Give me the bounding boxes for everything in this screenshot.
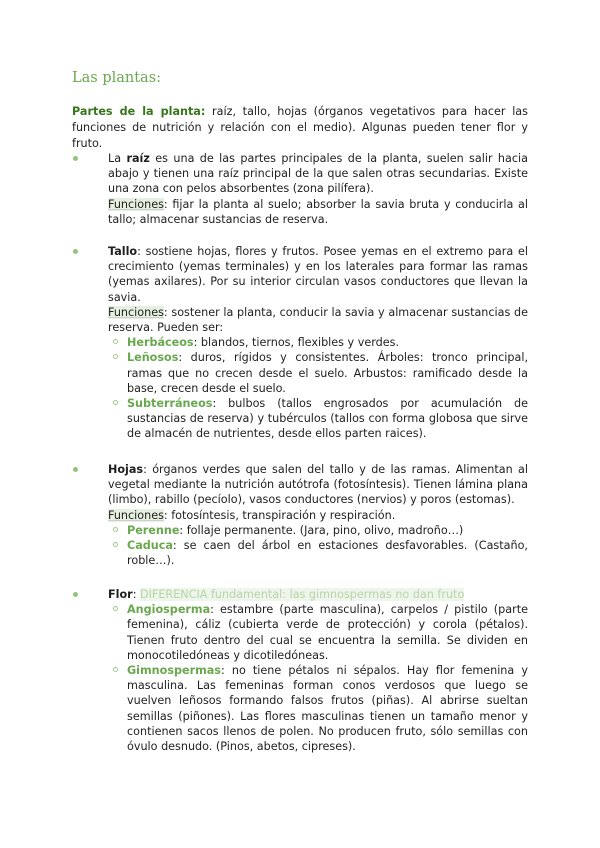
intro-label: Partes de la planta: xyxy=(72,105,206,118)
bullet-icon xyxy=(73,249,78,254)
funciones-label: Funciones xyxy=(108,197,164,211)
term-flor: Flor xyxy=(108,588,133,601)
section-hojas: Hojas: órganos verdes que salen del tallo y de las ramas. Alimentan al vegetal mediante la nutrición autótrofa (fotosíntesis). Tienen lámina plana (limbo), rabillo (pecíolo), vasos conductores (nervios) y poros (estomas). Funciones: fotosíntesis, transpiración y respiración. Perenne: follaje permanente. (Jara, pino, olivo, madroño…) Caduca: se caen del árbol en estaciones desfavorables. (Castaño, roble…). xyxy=(90,462,528,568)
circle-bullet-icon xyxy=(113,400,118,405)
intro-paragraph xyxy=(72,104,528,152)
flor-note: DIFERENCIA fundamental: las gimnospermas no dan fruto xyxy=(140,588,465,601)
bullet-icon xyxy=(73,592,78,597)
list-item: Subterráneos: bulbos (tallos engrosados por acumulación de sustancias de reserva) y tubérculos (tallos con forma globosa que sirve de almacén de nutrientes, desde ellos parten raices). xyxy=(127,396,528,442)
intro-text: raíz, tallo, hojas (órganos vegetativos para hacer las funciones de nutrición y relación con el medio). Algunas pueden tener flor y fruto. xyxy=(72,105,528,150)
list-item: Caduca: se caen del árbol en estaciones desfavorables. (Castaño, roble…). xyxy=(127,538,528,568)
list-item: Leñosos: duros, rígidos y consistentes. Árboles: tronco principal, ramas que no crecen desde el suelo. Arbustos: ramificado desde la base, crecen desde el suelo. xyxy=(127,350,528,396)
list-item: Angiosperma: estambre (parte masculina), carpelos / pistilo (parte femenina), cáliz (cubierta verde de protección) y corola (pétalos). Tienen fruto dentro del cual se encuentra la semilla. Se dividen en monocotiledóneas y dicotiledóneas. xyxy=(127,602,528,663)
circle-bullet-icon xyxy=(113,354,118,359)
term-tallo: Tallo xyxy=(108,245,138,258)
term-raiz: raíz xyxy=(126,152,150,165)
bullet-icon xyxy=(73,156,78,161)
section-flor: Flor: DIFERENCIA fundamental: las gimnospermas no dan fruto Angiosperma: estambre (parte masculina), carpelos / pistilo (parte femenina), cáliz (cubierta verde de protección) y corola (pétalos). Tienen fruto dentro del cual se encuentra la semilla. Se dividen en monocotiledóneas y dicotiledóneas. Gimnospermas: no tiene pétalos ni sépalos. Hay flor femenina y masculina. Las femeninas forman conos verdosos que luego se vuelven leñosos formando falsos frutos (piñas). Al abrirse sueltan semillas (piñones). Las flores masculinas tienen un tamaño menor y contienen sacos llenos de polen. No producen fruto, sólo semillas con óvulo desnudo. (Pinos, abetos, cipreses). xyxy=(90,587,528,754)
section-tallo: Tallo: sostiene hojas, flores y frutos. Posee yemas en el extremo para el crecimiento (yemas terminales) y en los laterales para formar las ramas (yemas axilares). Por su interior circulan vasos conductores que llevan la savia. Funciones: sostener la planta, conducir la savia y almacenar sustancias de reserva. Pueden ser: Herbáceos: blandos, tiernos, flexibles y verdes. Leñosos: duros, rígidos y consistentes. Árboles: tronco principal, ramas que no crecen desde el suelo. Arbustos: ramificado desde la base, crecen desde el suelo. Subterráneos: bulbos (tallos engrosados por acumulación de sustancias de reserva) y tubérculos (tallos con forma globosa que sirve de almacén de nutrientes, desde ellos parten raices). xyxy=(90,244,528,442)
list-item: Gimnospermas: no tiene pétalos ni sépalos. Hay flor femenina y masculina. Las femeninas forman conos verdosos que luego se vuelven leñosos formando falsos frutos (piñas). Al abrirse sueltan semillas (piñones). Las flores masculinas tienen un tamaño menor y contienen sacos llenos de polen. No producen fruto, sólo semillas con óvulo desnudo. (Pinos, abetos, cipreses). xyxy=(127,663,528,754)
list-item: Herbáceos: blandos, tiernos, flexibles y verdes. xyxy=(127,335,528,350)
circle-bullet-icon xyxy=(113,527,118,532)
circle-bullet-icon xyxy=(113,667,118,672)
section-raiz: La raíz es una de las partes principales de la planta, suelen salir hacia abajo y tienen una raíz principal de la que salen otras secundarias. Existe una zona con pelos absorbentes (zona pilífera). Funciones: fijar la planta al suelo; absorber la savia bruta y conducirla al tallo; almacenar sustancias de reserva. xyxy=(90,151,528,227)
list-item: Perenne: follaje permanente. (Jara, pino, olivo, madroño…) xyxy=(127,523,528,538)
term-hojas: Hojas xyxy=(108,463,144,476)
page-title: Las plantas: xyxy=(72,70,162,86)
funciones-label: Funciones xyxy=(108,305,164,319)
circle-bullet-icon xyxy=(113,542,118,547)
circle-bullet-icon xyxy=(113,339,118,344)
funciones-label: Funciones xyxy=(108,508,164,522)
circle-bullet-icon xyxy=(113,606,118,611)
bullet-icon xyxy=(73,467,78,472)
